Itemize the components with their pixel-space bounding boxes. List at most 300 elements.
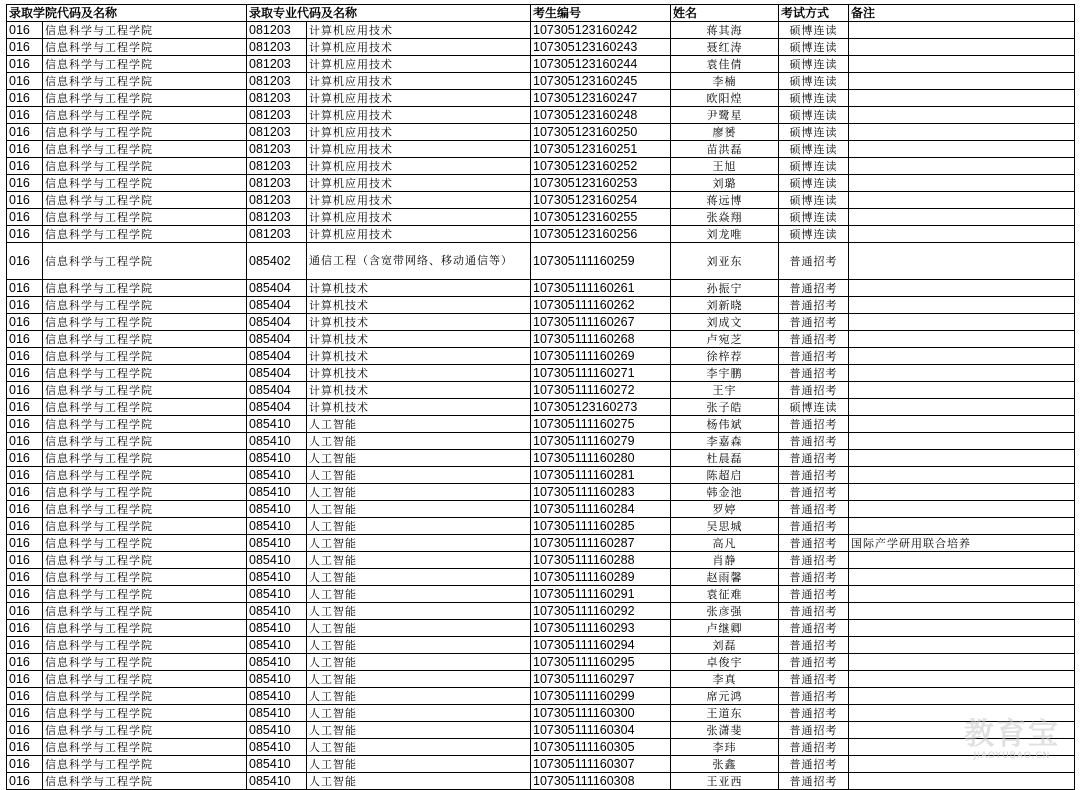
exam-type-cell: 硕博连读	[779, 226, 849, 243]
major-name-cell: 人工智能	[307, 688, 531, 705]
table-row	[7, 175, 1075, 192]
college-code-cell: 016	[7, 297, 43, 314]
college-code-cell: 016	[7, 501, 43, 518]
college-name-cell: 信息科学与工程学院	[43, 226, 247, 243]
table-row	[7, 192, 1075, 209]
table-row	[7, 518, 1075, 535]
student-name-cell: 孙振宁	[671, 280, 779, 297]
college-name-cell: 信息科学与工程学院	[43, 175, 247, 192]
college-code-cell: 016	[7, 535, 43, 552]
table-row	[7, 654, 1075, 671]
college-name-cell: 信息科学与工程学院	[43, 586, 247, 603]
college-name-cell: 信息科学与工程学院	[43, 450, 247, 467]
college-name-cell: 信息科学与工程学院	[43, 314, 247, 331]
major-code-cell: 081203	[247, 175, 307, 192]
candidate-id-cell: 107305111160283	[531, 484, 671, 501]
exam-type-cell: 普通招考	[779, 314, 849, 331]
student-name-cell: 赵雨馨	[671, 569, 779, 586]
candidate-id-cell: 107305111160289	[531, 569, 671, 586]
candidate-id-cell: 107305123160251	[531, 141, 671, 158]
major-code-cell: 085410	[247, 637, 307, 654]
major-name-cell: 人工智能	[307, 552, 531, 569]
student-name-cell: 苗洪磊	[671, 141, 779, 158]
watermark-main: 教育宝	[964, 717, 1060, 752]
exam-type-cell: 硕博连读	[779, 73, 849, 90]
exam-type-cell: 普通招考	[779, 501, 849, 518]
major-code-cell: 081203	[247, 90, 307, 107]
major-name-cell: 人工智能	[307, 637, 531, 654]
college-code-cell: 016	[7, 756, 43, 773]
table-row	[7, 773, 1075, 790]
candidate-id-cell: 107305111160292	[531, 603, 671, 620]
college-code-cell: 016	[7, 348, 43, 365]
candidate-id-cell: 107305111160293	[531, 620, 671, 637]
exam-type-cell: 普通招考	[779, 518, 849, 535]
exam-type-cell: 硕博连读	[779, 209, 849, 226]
major-name-cell: 人工智能	[307, 654, 531, 671]
college-name-cell: 信息科学与工程学院	[43, 124, 247, 141]
student-name-cell: 吴思城	[671, 518, 779, 535]
candidate-id-cell: 107305111160295	[531, 654, 671, 671]
candidate-id-cell: 107305123160244	[531, 56, 671, 73]
candidate-id-cell: 107305111160285	[531, 518, 671, 535]
major-name-cell: 人工智能	[307, 705, 531, 722]
remarks-cell	[849, 226, 1075, 243]
major-name-cell: 计算机应用技术	[307, 56, 531, 73]
college-name-cell: 信息科学与工程学院	[43, 158, 247, 175]
candidate-id-cell: 107305111160291	[531, 586, 671, 603]
college-name-cell: 信息科学与工程学院	[43, 705, 247, 722]
candidate-id-cell: 107305111160271	[531, 365, 671, 382]
exam-type-cell: 硕博连读	[779, 56, 849, 73]
major-code-cell: 081203	[247, 73, 307, 90]
table-row	[7, 467, 1075, 484]
major-name-cell: 计算机应用技术	[307, 39, 531, 56]
candidate-id-cell: 107305111160272	[531, 382, 671, 399]
college-name-cell: 信息科学与工程学院	[43, 484, 247, 501]
exam-type-cell: 普通招考	[779, 450, 849, 467]
table-row	[7, 280, 1075, 297]
remarks-cell	[849, 56, 1075, 73]
table-row	[7, 73, 1075, 90]
college-name-cell: 信息科学与工程学院	[43, 56, 247, 73]
major-name-cell: 计算机应用技术	[307, 226, 531, 243]
student-name-cell: 刘新晓	[671, 297, 779, 314]
table-row	[7, 365, 1075, 382]
remarks-cell	[849, 192, 1075, 209]
candidate-id-cell: 107305123160242	[531, 22, 671, 39]
remarks-cell	[849, 209, 1075, 226]
remarks-cell	[849, 39, 1075, 56]
major-name-cell: 人工智能	[307, 671, 531, 688]
college-code-cell: 016	[7, 365, 43, 382]
major-name-cell: 人工智能	[307, 756, 531, 773]
exam-type-cell: 普通招考	[779, 433, 849, 450]
exam-type-cell: 普通招考	[779, 637, 849, 654]
major-name-cell: 计算机应用技术	[307, 158, 531, 175]
remarks-cell	[849, 158, 1075, 175]
exam-type-cell: 普通招考	[779, 467, 849, 484]
table-row	[7, 569, 1075, 586]
college-name-cell: 信息科学与工程学院	[43, 399, 247, 416]
exam-type-cell: 普通招考	[779, 416, 849, 433]
remarks-cell	[849, 433, 1075, 450]
candidate-id-cell: 107305111160267	[531, 314, 671, 331]
college-name-cell: 信息科学与工程学院	[43, 756, 247, 773]
student-name-cell: 张焱翔	[671, 209, 779, 226]
remarks-cell	[849, 175, 1075, 192]
candidate-id-cell: 107305111160269	[531, 348, 671, 365]
exam-type-cell: 硕博连读	[779, 39, 849, 56]
candidate-id-cell: 107305111160284	[531, 501, 671, 518]
table-body	[7, 22, 1075, 790]
major-name-cell: 计算机应用技术	[307, 90, 531, 107]
college-code-cell: 016	[7, 22, 43, 39]
college-name-cell: 信息科学与工程学院	[43, 773, 247, 790]
student-name-cell: 尹鹭星	[671, 107, 779, 124]
table-row	[7, 158, 1075, 175]
student-name-cell: 袁征难	[671, 586, 779, 603]
college-code-cell: 016	[7, 484, 43, 501]
major-name-cell: 计算机应用技术	[307, 22, 531, 39]
table-row	[7, 90, 1075, 107]
college-code-cell: 016	[7, 586, 43, 603]
candidate-id-cell: 107305111160294	[531, 637, 671, 654]
candidate-id-cell: 107305111160288	[531, 552, 671, 569]
major-code-cell: 085410	[247, 739, 307, 756]
college-code-cell: 016	[7, 569, 43, 586]
table-row	[7, 382, 1075, 399]
college-code-cell: 016	[7, 226, 43, 243]
remarks-cell	[849, 671, 1075, 688]
student-name-cell: 刘璐	[671, 175, 779, 192]
student-name-cell: 欧阳煌	[671, 90, 779, 107]
major-code-cell: 085404	[247, 314, 307, 331]
major-code-cell: 085410	[247, 552, 307, 569]
major-name-cell: 人工智能	[307, 739, 531, 756]
student-name-cell: 刘亚东	[671, 243, 779, 280]
table-row	[7, 552, 1075, 569]
candidate-id-cell: 107305123160248	[531, 107, 671, 124]
major-name-cell: 人工智能	[307, 484, 531, 501]
student-name-cell: 张鑫	[671, 756, 779, 773]
remarks-cell	[849, 484, 1075, 501]
student-name-cell: 李真	[671, 671, 779, 688]
major-code-cell: 085404	[247, 399, 307, 416]
major-code-cell: 085410	[247, 501, 307, 518]
college-code-cell: 016	[7, 688, 43, 705]
major-name-cell: 人工智能	[307, 501, 531, 518]
student-name-cell: 张潇斐	[671, 722, 779, 739]
exam-type-cell: 硕博连读	[779, 399, 849, 416]
table-row	[7, 603, 1075, 620]
table-row	[7, 124, 1075, 141]
major-code-cell: 085404	[247, 348, 307, 365]
college-name-cell: 信息科学与工程学院	[43, 141, 247, 158]
major-name-cell: 人工智能	[307, 450, 531, 467]
remarks-cell	[849, 450, 1075, 467]
student-name-cell: 韩金池	[671, 484, 779, 501]
college-code-cell: 016	[7, 382, 43, 399]
college-name-cell: 信息科学与工程学院	[43, 620, 247, 637]
college-code-cell: 016	[7, 654, 43, 671]
college-name-cell: 信息科学与工程学院	[43, 348, 247, 365]
major-code-cell: 085410	[247, 671, 307, 688]
table-row	[7, 637, 1075, 654]
exam-type-cell: 普通招考	[779, 773, 849, 790]
college-name-cell: 信息科学与工程学院	[43, 688, 247, 705]
college-code-cell: 016	[7, 722, 43, 739]
student-name-cell: 李玮	[671, 739, 779, 756]
major-name-cell: 通信工程（含宽带网络、移动通信等）	[307, 243, 531, 280]
exam-type-cell: 普通招考	[779, 603, 849, 620]
table-row	[7, 705, 1075, 722]
table-row	[7, 586, 1075, 603]
student-name-cell: 高凡	[671, 535, 779, 552]
major-code-cell: 085402	[247, 243, 307, 280]
college-name-cell: 信息科学与工程学院	[43, 603, 247, 620]
college-name-cell: 信息科学与工程学院	[43, 382, 247, 399]
student-name-cell: 杨伟斌	[671, 416, 779, 433]
candidate-id-cell: 107305111160305	[531, 739, 671, 756]
college-name-cell: 信息科学与工程学院	[43, 22, 247, 39]
major-name-cell: 计算机技术	[307, 314, 531, 331]
exam-type-cell: 普通招考	[779, 756, 849, 773]
college-code-cell: 016	[7, 450, 43, 467]
watermark-sub: JIAOYUBAO.CN	[973, 751, 1051, 761]
college-name-cell: 信息科学与工程学院	[43, 107, 247, 124]
college-code-cell: 016	[7, 416, 43, 433]
college-code-cell: 016	[7, 518, 43, 535]
college-code-cell: 016	[7, 773, 43, 790]
student-name-cell: 罗婷	[671, 501, 779, 518]
major-name-cell: 计算机技术	[307, 382, 531, 399]
remarks-cell	[849, 705, 1075, 722]
exam-type-cell: 普通招考	[779, 280, 849, 297]
major-code-cell: 085404	[247, 365, 307, 382]
remarks-cell	[849, 314, 1075, 331]
major-code-cell: 085410	[247, 569, 307, 586]
major-name-cell: 计算机应用技术	[307, 141, 531, 158]
college-name-cell: 信息科学与工程学院	[43, 73, 247, 90]
college-code-cell: 016	[7, 433, 43, 450]
table-row	[7, 450, 1075, 467]
student-name-cell: 王旭	[671, 158, 779, 175]
remarks-cell	[849, 141, 1075, 158]
major-name-cell: 计算机技术	[307, 365, 531, 382]
remarks-cell	[849, 603, 1075, 620]
major-code-cell: 085410	[247, 688, 307, 705]
major-code-cell: 085410	[247, 586, 307, 603]
student-name-cell: 王亚西	[671, 773, 779, 790]
exam-type-cell: 普通招考	[779, 331, 849, 348]
student-name-cell: 蒋其海	[671, 22, 779, 39]
major-code-cell: 085404	[247, 382, 307, 399]
major-name-cell: 人工智能	[307, 518, 531, 535]
college-name-cell: 信息科学与工程学院	[43, 331, 247, 348]
major-code-cell: 085410	[247, 450, 307, 467]
table-row	[7, 39, 1075, 56]
major-code-cell: 085410	[247, 756, 307, 773]
major-name-cell: 计算机技术	[307, 399, 531, 416]
exam-type-cell: 普通招考	[779, 484, 849, 501]
student-name-cell: 刘龙唯	[671, 226, 779, 243]
table-row	[7, 416, 1075, 433]
college-name-cell: 信息科学与工程学院	[43, 535, 247, 552]
candidate-id-cell: 107305123160255	[531, 209, 671, 226]
candidate-id-cell: 107305111160280	[531, 450, 671, 467]
exam-type-cell: 普通招考	[779, 348, 849, 365]
major-code-cell: 085410	[247, 535, 307, 552]
table-row	[7, 399, 1075, 416]
table-row	[7, 348, 1075, 365]
remarks-cell	[849, 637, 1075, 654]
major-code-cell: 085410	[247, 722, 307, 739]
college-code-cell: 016	[7, 739, 43, 756]
student-name-cell: 杜晨磊	[671, 450, 779, 467]
remarks-cell	[849, 382, 1075, 399]
major-name-cell: 人工智能	[307, 416, 531, 433]
college-code-cell: 016	[7, 467, 43, 484]
candidate-id-cell: 107305111160259	[531, 243, 671, 280]
candidate-id-cell: 107305111160261	[531, 280, 671, 297]
major-code-cell: 081203	[247, 22, 307, 39]
remarks-cell	[849, 107, 1075, 124]
exam-type-cell: 普通招考	[779, 671, 849, 688]
candidate-id-cell: 107305111160287	[531, 535, 671, 552]
header-major: 录取专业代码及名称	[247, 5, 531, 22]
exam-type-cell: 普通招考	[779, 569, 849, 586]
candidate-id-cell: 107305111160308	[531, 773, 671, 790]
exam-type-cell: 普通招考	[779, 722, 849, 739]
student-name-cell: 李嘉森	[671, 433, 779, 450]
header-name: 姓名	[671, 5, 779, 22]
remarks-cell	[849, 586, 1075, 603]
college-name-cell: 信息科学与工程学院	[43, 433, 247, 450]
student-name-cell: 徐梓荐	[671, 348, 779, 365]
remarks-cell: 国际产学研用联合培养	[849, 535, 1075, 552]
exam-type-cell: 硕博连读	[779, 107, 849, 124]
exam-type-cell: 硕博连读	[779, 175, 849, 192]
college-name-cell: 信息科学与工程学院	[43, 722, 247, 739]
candidate-id-cell: 107305123160250	[531, 124, 671, 141]
college-code-cell: 016	[7, 705, 43, 722]
college-name-cell: 信息科学与工程学院	[43, 192, 247, 209]
remarks-cell	[849, 124, 1075, 141]
exam-type-cell: 硕博连读	[779, 22, 849, 39]
candidate-id-cell: 107305111160300	[531, 705, 671, 722]
student-name-cell: 张子皓	[671, 399, 779, 416]
major-name-cell: 人工智能	[307, 586, 531, 603]
college-code-cell: 016	[7, 158, 43, 175]
major-code-cell: 085410	[247, 773, 307, 790]
major-code-cell: 081203	[247, 124, 307, 141]
college-name-cell: 信息科学与工程学院	[43, 654, 247, 671]
college-code-cell: 016	[7, 175, 43, 192]
major-name-cell: 计算机应用技术	[307, 175, 531, 192]
college-code-cell: 016	[7, 192, 43, 209]
college-code-cell: 016	[7, 107, 43, 124]
header-remarks: 备注	[849, 5, 1075, 22]
college-code-cell: 016	[7, 620, 43, 637]
remarks-cell	[849, 416, 1075, 433]
college-name-cell: 信息科学与工程学院	[43, 209, 247, 226]
candidate-id-cell: 107305111160279	[531, 433, 671, 450]
candidate-id-cell: 107305111160297	[531, 671, 671, 688]
college-code-cell: 016	[7, 637, 43, 654]
college-name-cell: 信息科学与工程学院	[43, 637, 247, 654]
major-code-cell: 081203	[247, 39, 307, 56]
major-name-cell: 人工智能	[307, 722, 531, 739]
exam-type-cell: 普通招考	[779, 243, 849, 280]
exam-type-cell: 硕博连读	[779, 141, 849, 158]
college-code-cell: 016	[7, 314, 43, 331]
candidate-id-cell: 107305123160252	[531, 158, 671, 175]
table-row	[7, 107, 1075, 124]
table-row	[7, 243, 1075, 280]
student-name-cell: 刘成文	[671, 314, 779, 331]
table-row	[7, 331, 1075, 348]
candidate-id-cell: 107305123160254	[531, 192, 671, 209]
college-name-cell: 信息科学与工程学院	[43, 416, 247, 433]
exam-type-cell: 普通招考	[779, 739, 849, 756]
table-row	[7, 22, 1075, 39]
remarks-cell	[849, 722, 1075, 739]
major-name-cell: 人工智能	[307, 773, 531, 790]
major-code-cell: 085410	[247, 416, 307, 433]
major-name-cell: 计算机应用技术	[307, 124, 531, 141]
exam-type-cell: 硕博连读	[779, 158, 849, 175]
header-college: 录取学院代码及名称	[7, 5, 247, 22]
remarks-cell	[849, 620, 1075, 637]
college-name-cell: 信息科学与工程学院	[43, 501, 247, 518]
table-row	[7, 484, 1075, 501]
college-code-cell: 016	[7, 56, 43, 73]
college-code-cell: 016	[7, 399, 43, 416]
remarks-cell	[849, 569, 1075, 586]
exam-type-cell: 普通招考	[779, 620, 849, 637]
college-code-cell: 016	[7, 73, 43, 90]
student-name-cell: 刘磊	[671, 637, 779, 654]
college-name-cell: 信息科学与工程学院	[43, 552, 247, 569]
remarks-cell	[849, 243, 1075, 280]
exam-type-cell: 普通招考	[779, 382, 849, 399]
admission-sheet	[6, 4, 1074, 790]
student-name-cell: 张彦强	[671, 603, 779, 620]
major-name-cell: 计算机技术	[307, 348, 531, 365]
major-code-cell: 085410	[247, 603, 307, 620]
college-code-cell: 016	[7, 124, 43, 141]
college-name-cell: 信息科学与工程学院	[43, 39, 247, 56]
major-name-cell: 计算机应用技术	[307, 73, 531, 90]
candidate-id-cell: 107305111160307	[531, 756, 671, 773]
student-name-cell: 席元鸿	[671, 688, 779, 705]
major-name-cell: 人工智能	[307, 433, 531, 450]
student-name-cell: 李宇鹏	[671, 365, 779, 382]
major-name-cell: 计算机应用技术	[307, 209, 531, 226]
major-name-cell: 人工智能	[307, 467, 531, 484]
header-candidate-id: 考生编号	[531, 5, 671, 22]
college-name-cell: 信息科学与工程学院	[43, 90, 247, 107]
exam-type-cell: 普通招考	[779, 297, 849, 314]
college-name-cell: 信息科学与工程学院	[43, 467, 247, 484]
college-code-cell: 016	[7, 671, 43, 688]
candidate-id-cell: 107305111160262	[531, 297, 671, 314]
header-exam-type: 考试方式	[779, 5, 849, 22]
student-name-cell: 蒋远博	[671, 192, 779, 209]
major-name-cell: 人工智能	[307, 535, 531, 552]
candidate-id-cell: 107305123160273	[531, 399, 671, 416]
